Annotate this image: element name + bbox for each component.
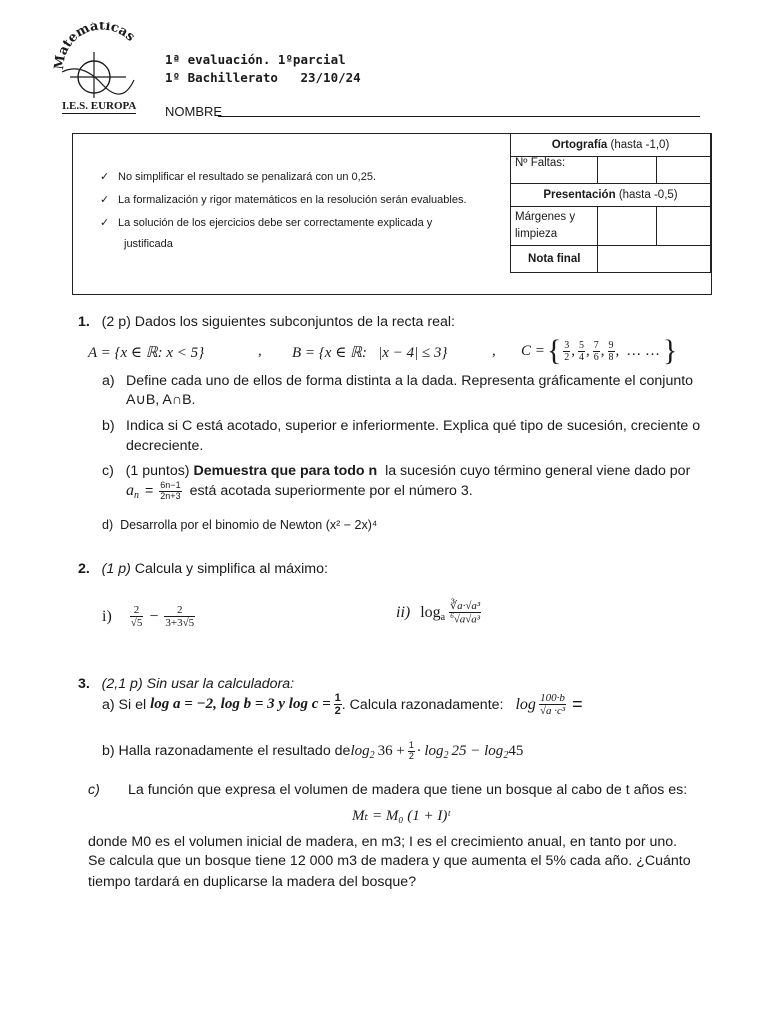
margenes-cell[interactable] [598, 207, 656, 246]
c-fraction [563, 340, 570, 363]
school-name: I.E.S. EUROPA [62, 100, 137, 112]
q2-ii: ii) log $_a$ ∛a·√a³ $^6$√a√a³ [396, 600, 481, 626]
sep-comma: , [492, 343, 496, 359]
q3-c: c) La función que expresa el volumen de madera que tiene un bosque al cabo de t años es: [88, 782, 688, 798]
q2-heading: 2. (1 p) Calcula y simplifica al máximo: [78, 561, 328, 577]
q1-b: b) Indica si C está acotado, superior e inferiormente. Explica qué tipo de sucesión, creciente o [102, 418, 701, 434]
i-fraction-1: 2 √5 [130, 604, 143, 630]
c-fraction-num: 9 [608, 339, 614, 351]
check-icon: ✓ [100, 171, 110, 183]
c-fraction-den: 6 [593, 351, 599, 363]
name-field-line[interactable] [218, 116, 700, 117]
q3-heading: 3. (2,1 p) Sin usar la calculadora: [78, 676, 295, 692]
nota-final-cell[interactable] [598, 246, 711, 273]
q3-a: a) Si el log a = −2, log b = 3 y log c = $\frac{1}{2}$ . Calcula razonadamente: log $\frac{100\cdot b}{\text{√a ·c³}}$ = [102, 692, 583, 718]
q3-c-text-3: tiempo tardará en duplicarse la madera del bosque? [88, 874, 417, 890]
margenes-score-cell[interactable] [656, 207, 710, 246]
c-fraction-list [563, 340, 622, 363]
c-fraction-den: 2 [564, 351, 570, 363]
check-icon: ✓ [100, 217, 110, 229]
q2-i: i) 2 √5 − $\frac{2}{3+3√5}$ [102, 604, 195, 630]
c-sep: , [586, 342, 590, 359]
q3-c-text-1: donde M0 es el volumen inicial de madera, en m3; I es el crecimiento anual, en tanto por uno. [88, 834, 678, 850]
c-fraction [593, 340, 600, 363]
q3-c-text-2: Se calcula que un bosque tiene 12 000 m3 de madera y que aumenta el 5% cada año. ¿Cuánto [88, 853, 691, 869]
q1-a-cont: A∪B, A∩B. [126, 392, 196, 408]
q1-a: a) Define cada uno de ellos de forma distinta a la dada. Representa gráficamente el conjunto [102, 373, 694, 389]
q1-c-cont: a $_n$ = $\frac{6n-1}{2n+3}$ está acotada superiormente por el número 3. [126, 480, 473, 501]
grading-row: Nº Faltas: [511, 157, 711, 184]
brace-open: { [546, 334, 562, 367]
b-half-fraction: $\frac{1}{2}$ [408, 740, 414, 761]
brace-close: } [663, 334, 678, 367]
faltas-score-cell[interactable] [656, 157, 710, 184]
set-b: B = {x ∈ ℝ: |x − 4| ≤ 3} [292, 345, 448, 361]
set-a: A = {x ∈ ℝ: x < 5} [88, 345, 205, 361]
school-underline [62, 113, 136, 114]
instruction-item: ✓ La solución de los ejercicios debe ser correctamente explicada y [100, 217, 433, 229]
instruction-item-cont: justificada [124, 238, 173, 250]
c-fraction-num: 3 [564, 339, 570, 351]
q1-heading: 1. (2 p) Dados los siguientes subconjuntos de la recta real: [78, 314, 455, 330]
eval-line: 1ª evaluación. 1ºparcial [165, 52, 346, 67]
grading-row: Nota final [511, 246, 711, 273]
ii-fraction: ∛a·√a³ $^6$√a√a³ [450, 600, 481, 626]
growth-formula: Mₜ = M₀ (1 + I)ᵗ [352, 808, 450, 824]
c-sep: , [615, 342, 620, 359]
school-logo [52, 22, 148, 102]
instruction-item: ✓ La formalización y rigor matemáticos en la resolución serán evaluables. [100, 194, 467, 206]
instruction-item: ✓ No simplificar el resultado se penalizará con un 0,25. [100, 171, 377, 183]
c-fraction-den: 4 [579, 351, 585, 363]
faltas-cell[interactable] [598, 157, 656, 184]
check-icon: ✓ [100, 194, 110, 206]
c-fraction-num: 7 [593, 339, 599, 351]
i-fraction-2: $\frac{2}{3+3√5}$ [165, 604, 195, 630]
name-label: NOMBRE [165, 104, 223, 119]
q1-d: d) Desarrolla por el binomio de Newton (x² − 2x)⁴ [102, 518, 378, 532]
sep-comma: , [258, 343, 262, 359]
q1-c: c) (1 puntos) Demuestra que para todo n la sucesión cuyo término general viene dado por [102, 463, 691, 479]
grading-row: Presentación (hasta -0,5) [511, 184, 711, 207]
c-fraction [608, 340, 615, 363]
c-sep: , [600, 342, 605, 359]
q1-b-cont: decreciente. [126, 438, 204, 454]
q3-b: b) Halla razonadamente el resultado de log $_2$ 36 + $\frac{1}{2}$ · log $_2$ 25 − log $_2$ 45 [102, 740, 524, 761]
grading-table [510, 133, 711, 273]
course-date-line: 1º Bachillerato 23/10/24 [165, 70, 361, 85]
c-sep: , [571, 342, 576, 359]
log-fraction: $\frac{100\cdot b}{\text{√a ·c³}}$ [539, 692, 566, 718]
grading-row: Márgenes y limpieza [511, 207, 711, 246]
c-fraction [578, 340, 585, 363]
an-fraction: $\frac{6n-1}{2n+3}$ [160, 480, 181, 501]
c-fraction-num: 5 [579, 339, 585, 351]
c-fraction-den: 8 [608, 351, 614, 363]
set-c: C = { $\frac{3}{2}$ , $\frac{5}{4}$ , $\frac{7}{6}$ , $\frac{9}{8}$ , … … } [521, 334, 678, 367]
half-fraction: $\frac{1}{2}$ [334, 692, 341, 718]
grading-row: Ortografía (hasta -1,0) [511, 134, 711, 157]
logo-arc-text: Matemáticas [52, 22, 138, 71]
logo-graphic [52, 22, 148, 102]
